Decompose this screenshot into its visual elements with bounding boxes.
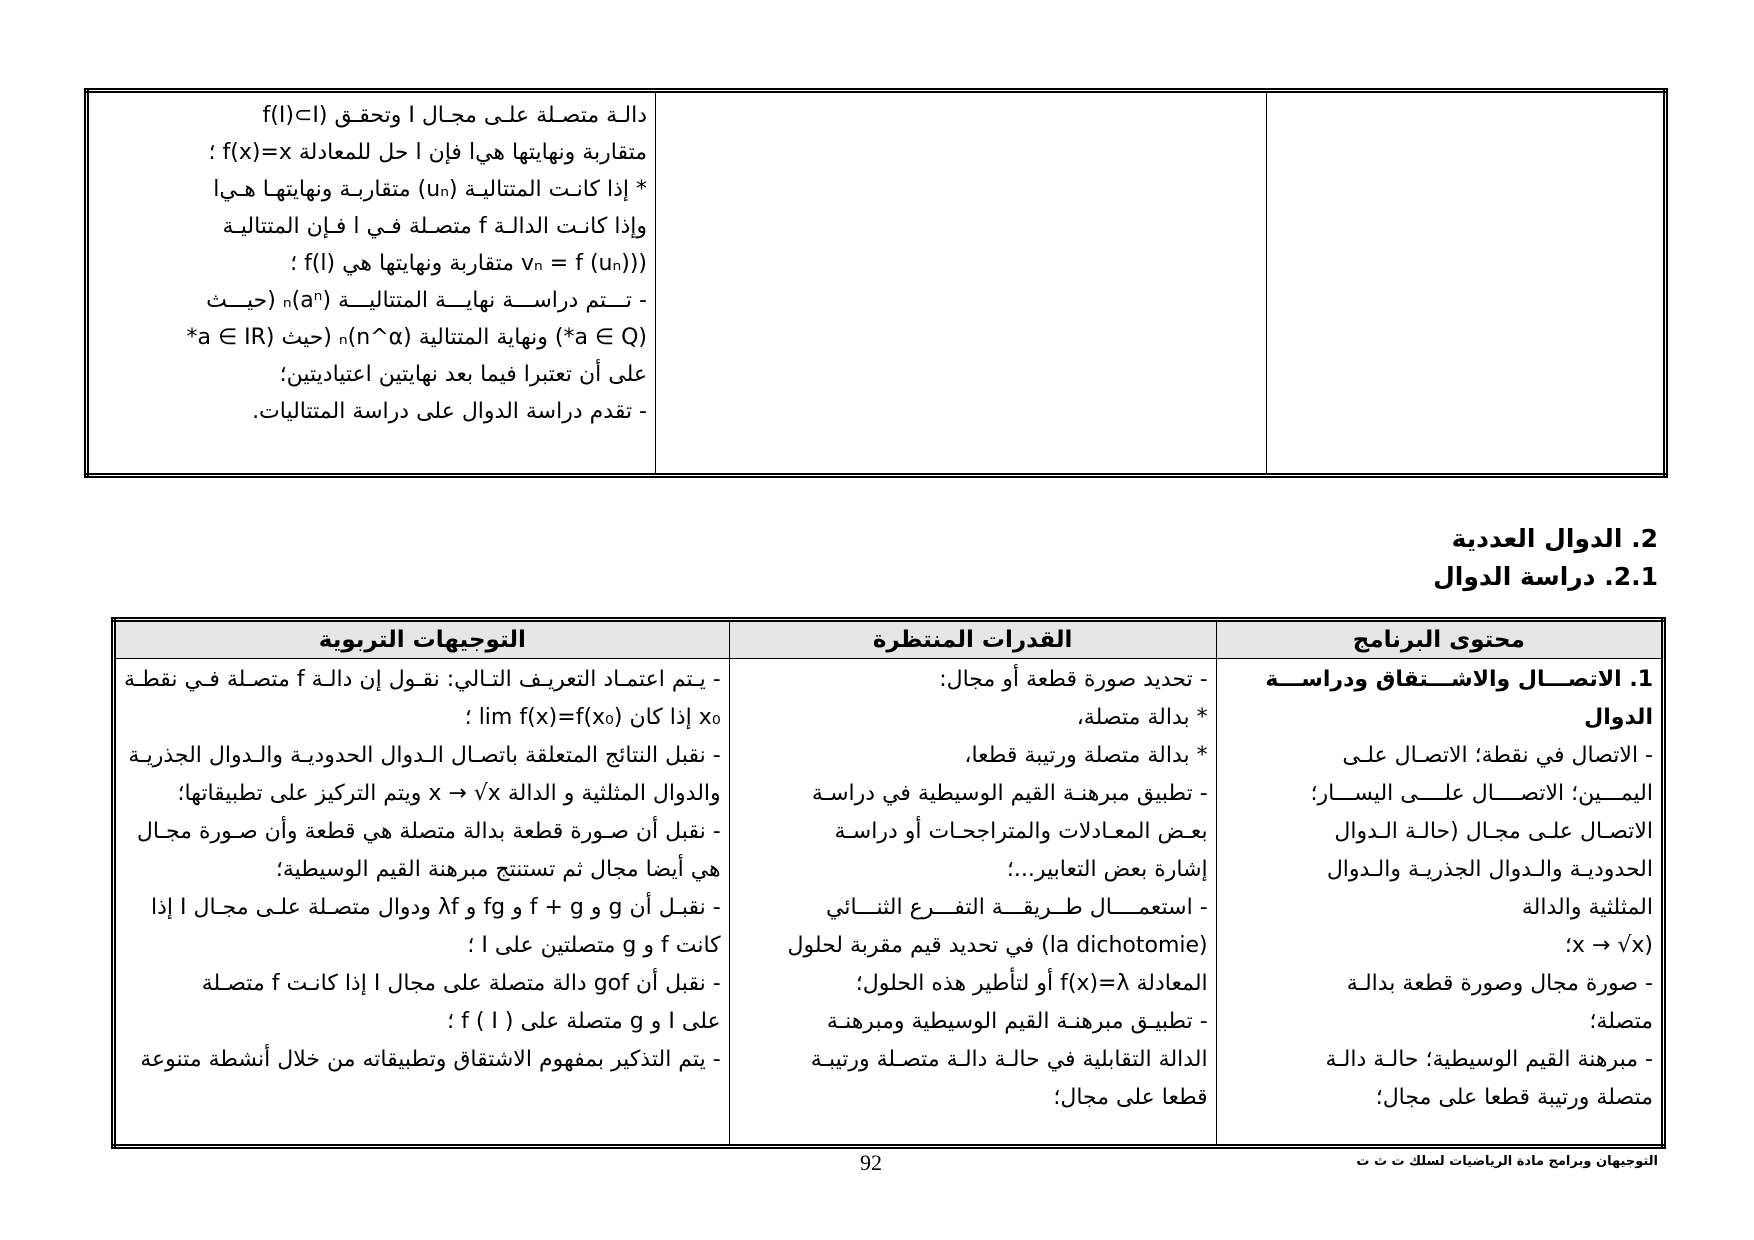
guidance-line: كانت f و g متصلتين على I ؛ [467,933,721,958]
guidance-line: والدوال المثلثية و الدالة x → √x ويتم التركيز على تطبيقاتها؛ [177,781,721,806]
content-line: اليمـــين؛ الاتصــــال علــــى اليســـار؛ [1310,781,1653,806]
top-line: * إذا كانـت المتتاليـة (uₙ) متقاربـة ونهايتهـا هـيl [213,177,647,202]
header-guidance: التوجيهات التربوية [114,620,730,659]
section-heading: 2. الدوال العددية [1451,524,1658,553]
content-title: الدوال [1584,705,1653,730]
content-title: 1. الاتصـــال والاشـــتقاق ودراســـة [1265,667,1653,692]
top-table-abilities-cell [656,91,1267,476]
header-abilities: القدرات المنتظرة [729,620,1216,659]
top-line: وإذا كانـت الدالـة f متصـلة فـي l فـإن المتتاليـة [222,214,647,239]
guidance-line: x₀ إذا كان lim f(x)=f(x₀) ؛ [464,705,721,730]
abilities-cell [729,659,1216,1147]
top-table [84,88,1668,478]
abilities-line: - تطبيق مبرهنـة القيم الوسيطية في دراسـة [811,781,1208,806]
top-line: متقاربة ونهايتها هيl فإن l حل للمعادلة f(x)=x ؛ [208,140,647,165]
content-line: المثلثية والدالة [1521,895,1653,920]
page-number: 92 [860,1150,882,1175]
abilities-line: (la dichotomie) في تحديد قيم مقربة لحلول [787,933,1208,958]
abilities-line: - استعمــــال طــريقـــة التفـــرع الثنـــائي [826,895,1208,920]
guidance-cell [114,659,730,1147]
content-line: (x → √x؛ [1564,933,1653,958]
content-line: متصلة ورتيبة قطعا على مجال؛ [1375,1085,1653,1110]
content-line: - مبرهنة القيم الوسيطية؛ حالـة دالـة [1325,1047,1653,1072]
guidance-line: على I و g متصلة على ( f ( I ؛ [447,1009,721,1034]
guidance-line: - يـتم اعتمـاد التعريـف التـالي: نقـول إن دالـة f متصـلة فـي نقطـة [124,667,721,692]
bottom-table [111,617,1666,1149]
abilities-line: * بدالة متصلة ورتيبة قطعا، [964,743,1208,768]
abilities-line: * بدالة متصلة، [1076,705,1208,730]
abilities-line: - تحديد صورة قطعة أو مجال: [939,667,1208,692]
content-line: الحدوديـة والـدوال الجذريـة والـدوال [1326,857,1653,882]
top-line: (a ∈ Q*) ونهاية المتتالية (n^α)ₙ (حيث (a ∈ IR* [186,325,647,350]
abilities-line: - تطبيـق مبرهنـة القيم الوسيطية ومبرهنـة [826,1009,1208,1034]
header-content: محتوى البرنامج [1216,620,1663,659]
top-line: دالـة متصـلة علـى مجـال I وتحقـق (f(I)⊂I [262,103,647,128]
content-line: الاتصـال علـى مجـال (حالـة الـدوال [1334,819,1653,844]
top-line: على أن تعتبرا فيما بعد نهايتين اعتياديتين؛ [279,362,647,387]
footer-note: التوجيهان وبرامج مادة الرياضيات لسلك ت ث ت [1356,1154,1658,1169]
guidance-line: - نقبل أن صـورة قطعة بدالة متصلة هي قطعة وأن صـورة مجـال [136,819,721,844]
top-line: - تـــتم دراســـة نهايـــة المتتاليـــة (aⁿ)ₙ (حيـــث [206,288,647,313]
guidance-line: - نقبـل أن g و f + g و fg و λf ودوال متصـلة علـى مجـال I إذا [151,895,721,920]
abilities-line: الدالة التقابلية في حالـة دالـة متصـلة ورتيبـة [810,1047,1208,1072]
content-cell [1216,659,1663,1147]
top-table-guidance-cell [87,91,656,476]
guidance-line: - نقبل النتائج المتعلقة باتصـال الـدوال الحدوديـة والـدوال الجذريـة [128,743,721,768]
subsection-heading: 2.1. دراسة الدوال [1433,562,1658,591]
guidance-line: - يتم التذكير بمفهوم الاشتقاق وتطبيقاته من خلال أنشطة متنوعة [140,1047,721,1072]
guidance-line: - نقبل أن gof دالة متصلة على مجال I إذا كانـت f متصـلة [201,971,721,996]
content-line: متصلة؛ [1589,1009,1653,1034]
guidance-line: هي أيضا مجال ثم تستنتج مبرهنة القيم الوسيطية؛ [275,857,721,882]
top-line: - تقدم دراسة الدوال على دراسة المتتاليات. [252,399,647,424]
abilities-line: إشارة بعض التعابير...؛ [1006,857,1208,882]
content-line: - الاتصال في نقطة؛ الاتصـال علـى [1342,743,1653,768]
top-line: ((vₙ = f (uₙ) متقاربة ونهايتها هي f(l) ؛ [290,251,647,276]
section-headings [1433,520,1658,596]
top-table-content-cell [1267,91,1666,476]
abilities-line: قطعا على مجال؛ [1053,1085,1208,1110]
abilities-line: بعـض المعـادلات والمتراجحـات أو دراسـة [834,819,1208,844]
content-line: - صورة مجال وصورة قطعة بدالـة [1346,971,1653,996]
abilities-line: المعادلة f(x)=λ أو لتأطير هذه الحلول؛ [855,971,1208,996]
